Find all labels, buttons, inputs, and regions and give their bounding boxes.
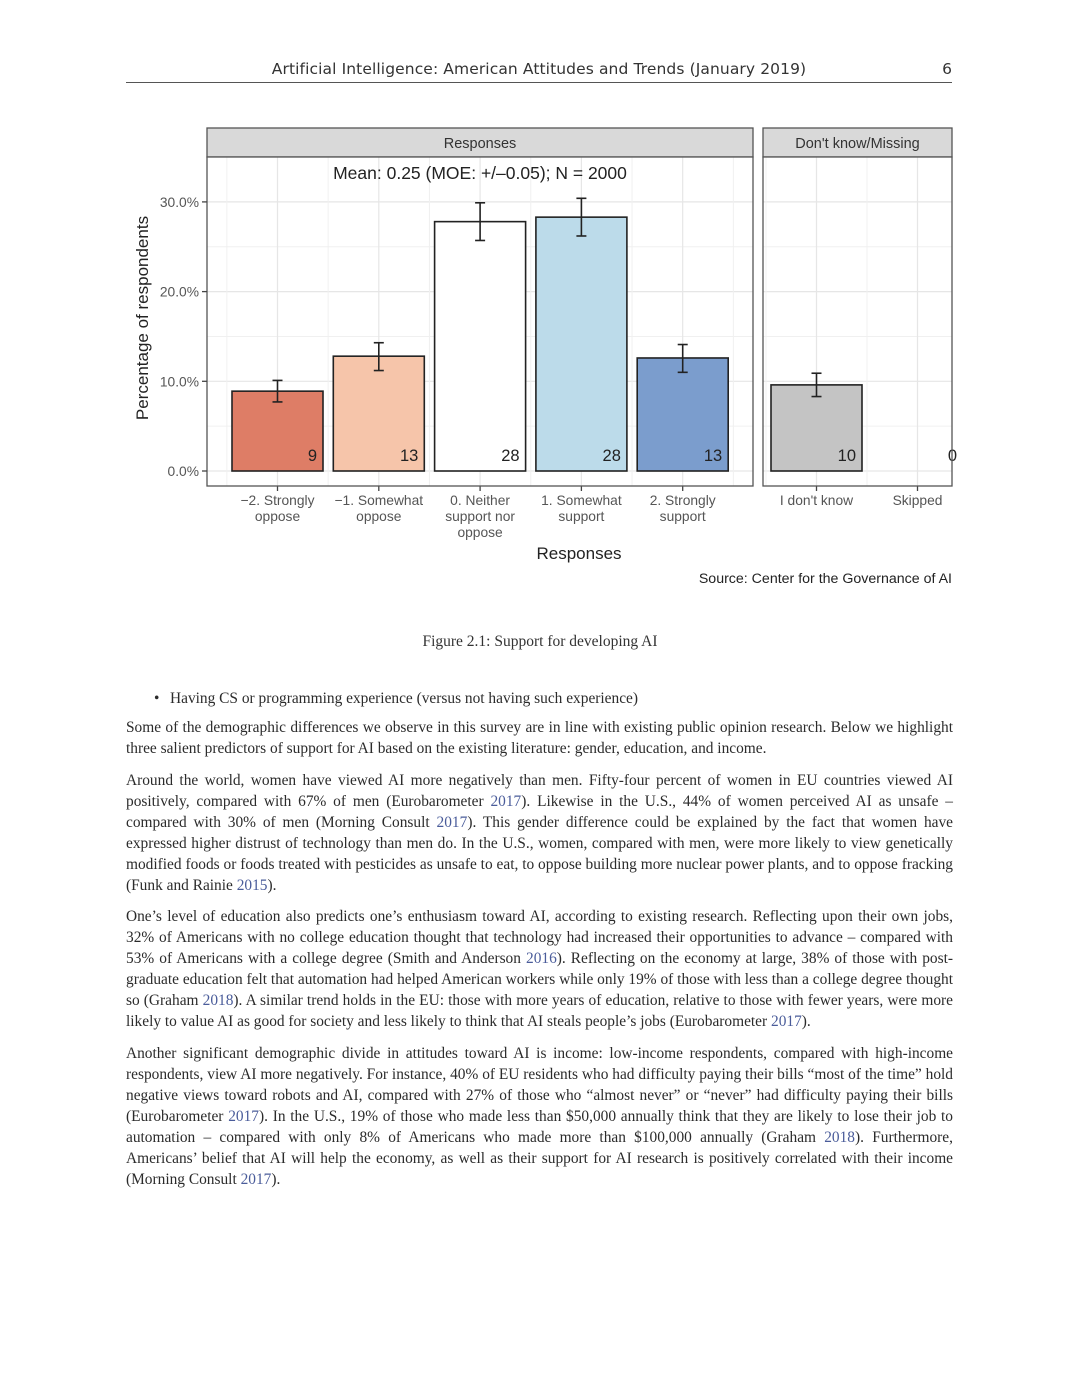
paragraph-text: One’s level of education also predicts one’s enthusiasm toward AI, according to existing research. Reflecting upon their own jobs, 32% of Americans with no college education thought that technology had increased their opportunities to advance – compared with 53% of Americans with a college degree (Smith and Anderson xyxy=(126,908,953,967)
paragraph xyxy=(126,770,953,896)
citation-link[interactable]: 2016 xyxy=(526,950,557,967)
paragraphs xyxy=(126,717,953,1190)
facet-strip-label: Don't know/Missing xyxy=(795,136,920,152)
bar-value-label: 13 xyxy=(399,447,419,465)
bar-value-label: 0 xyxy=(947,447,957,465)
paragraph xyxy=(126,1043,953,1190)
x-axis-label: Responses xyxy=(536,544,622,563)
y-tick-label: 30.0% xyxy=(159,194,199,210)
paragraph-text: Some of the demographic differences we observe in this survey are in line with existing public opinion research. Below we highlight three salient predictors of support for AI based on the existing literature: gender, education, and income. xyxy=(126,719,953,757)
bar-value-label: 28 xyxy=(501,447,520,465)
paragraph-text: ). Reflecting on the economy at large, 38% of those with post-graduate education felt that automation had helped American workers while only 19% of those with less than a college degree thought so (Graham xyxy=(126,950,953,1009)
paragraph xyxy=(126,717,953,759)
page-number: 6 xyxy=(942,60,952,78)
x-tick-label: −2. Strongly xyxy=(240,493,315,508)
y-axis-label: Percentage of respondents xyxy=(133,215,152,421)
citation-link[interactable]: 2015 xyxy=(236,876,268,894)
x-tick-label: 0. Neither xyxy=(450,493,511,508)
citation-link[interactable]: 2017 xyxy=(771,1013,802,1030)
paragraph-text: ). xyxy=(271,1170,281,1188)
x-tick-label: 2. Strongly xyxy=(649,493,716,508)
x-tick-label: oppose xyxy=(254,509,301,524)
paragraph-text: ). This gender difference could be explained by the fact that women have expressed higher distrust of technology than men do. In the U.S., women, compared with men, were more likely to view genetically modified foods or foods treated with pesticides as unsafe to eat, to oppose building more nuclear power plants, and to oppose fracking (Funk and Rainie xyxy=(126,813,953,894)
x-tick-label: oppose xyxy=(457,525,503,540)
paragraph-text: ). xyxy=(267,876,277,894)
paragraph-text: ). A similar trend holds in the EU: those with more years of education, relative to those with fewer years, were more likely to value AI as good for society and less likely to think that AI steals people’s jobs (Eurobarometer xyxy=(126,992,954,1030)
chart-annotation: Mean: 0.25 (MOE: +/–0.05); N = 2000 xyxy=(333,163,627,183)
citation-link[interactable]: 2017 xyxy=(228,1107,259,1125)
y-tick-label: 20.0% xyxy=(159,284,199,300)
citation-link[interactable]: 2018 xyxy=(824,1128,855,1146)
bullet-text: Having CS or programming experience (versus not having such experience) xyxy=(170,690,638,707)
paragraph-text: ). Likewise in the U.S., 44% of women perceived AI as unsafe – compared with 30% of men (Morning Consult xyxy=(126,792,953,831)
x-tick-label: 1. Somewhat xyxy=(541,493,622,508)
paragraph-text: Another significant demographic divide in attitudes toward AI is income: low-income respondents, compared with high-income respondents, view AI more negatively. For instance, 40% of EU residents who had difficulty paying their bills “most of the time” hold negative views toward robots and AI, compared with 27% of those who “almost never” or “never” had difficulty paying their bills (Eurobarometer xyxy=(126,1044,953,1125)
bullet-item xyxy=(126,688,953,709)
bar-value-label: 9 xyxy=(307,447,317,465)
bar-value-label: 10 xyxy=(837,447,856,465)
x-tick-label: oppose xyxy=(356,509,402,524)
bar xyxy=(435,222,526,471)
citation-link[interactable]: 2017 xyxy=(240,1170,272,1188)
bar-value-label: 28 xyxy=(602,447,621,465)
paragraph-text: Around the world, women have viewed AI more negatively than men. Fifty-four percent of women in EU countries viewed AI positively, compared with 67% of men (Eurobarometer xyxy=(126,771,953,810)
chart-panel xyxy=(207,128,753,540)
figure-caption: Figure 2.1: Support for developing AI xyxy=(422,633,658,650)
facet-strip-label: Responses xyxy=(443,136,517,152)
paragraph-text: ). xyxy=(801,1013,811,1030)
x-tick-label: support xyxy=(659,509,706,524)
x-tick-label: support nor xyxy=(445,509,515,524)
x-tick-label: −1. Somewhat xyxy=(334,493,424,508)
bullet-marker: • xyxy=(154,690,160,707)
body-text xyxy=(126,688,953,1200)
chart-source: Source: Center for the Governance of AI xyxy=(698,571,952,587)
bar xyxy=(536,217,627,471)
paragraph-text: ). Furthermore, Americans’ belief that AI will help the economy, as well as their support for AI research is positively correlated with their income (Morning Consult xyxy=(126,1128,953,1188)
x-tick-label: I don't know xyxy=(779,493,854,508)
citation-link[interactable]: 2017 xyxy=(436,813,468,831)
chart-panel xyxy=(763,128,957,508)
bar-value-label: 13 xyxy=(703,447,723,465)
paragraph xyxy=(126,906,953,1032)
y-tick-label: 10.0% xyxy=(159,374,199,390)
bar-chart xyxy=(0,0,1080,600)
x-tick-label: support xyxy=(558,509,605,524)
citation-link[interactable]: 2017 xyxy=(490,792,522,810)
y-tick-label: 0.0% xyxy=(167,464,199,479)
x-tick-label: Skipped xyxy=(892,493,943,508)
running-title: Artificial Intelligence: American Attitudes and Trends (January 2019) xyxy=(271,60,807,78)
paragraph-text: ). In the U.S., 19% of those who made less than $50,000 annually think that they are likely to lose their job to automation – compared with only 8% of Americans who made more than $100,000 annually (Graham xyxy=(126,1107,953,1146)
citation-link[interactable]: 2018 xyxy=(202,992,234,1009)
